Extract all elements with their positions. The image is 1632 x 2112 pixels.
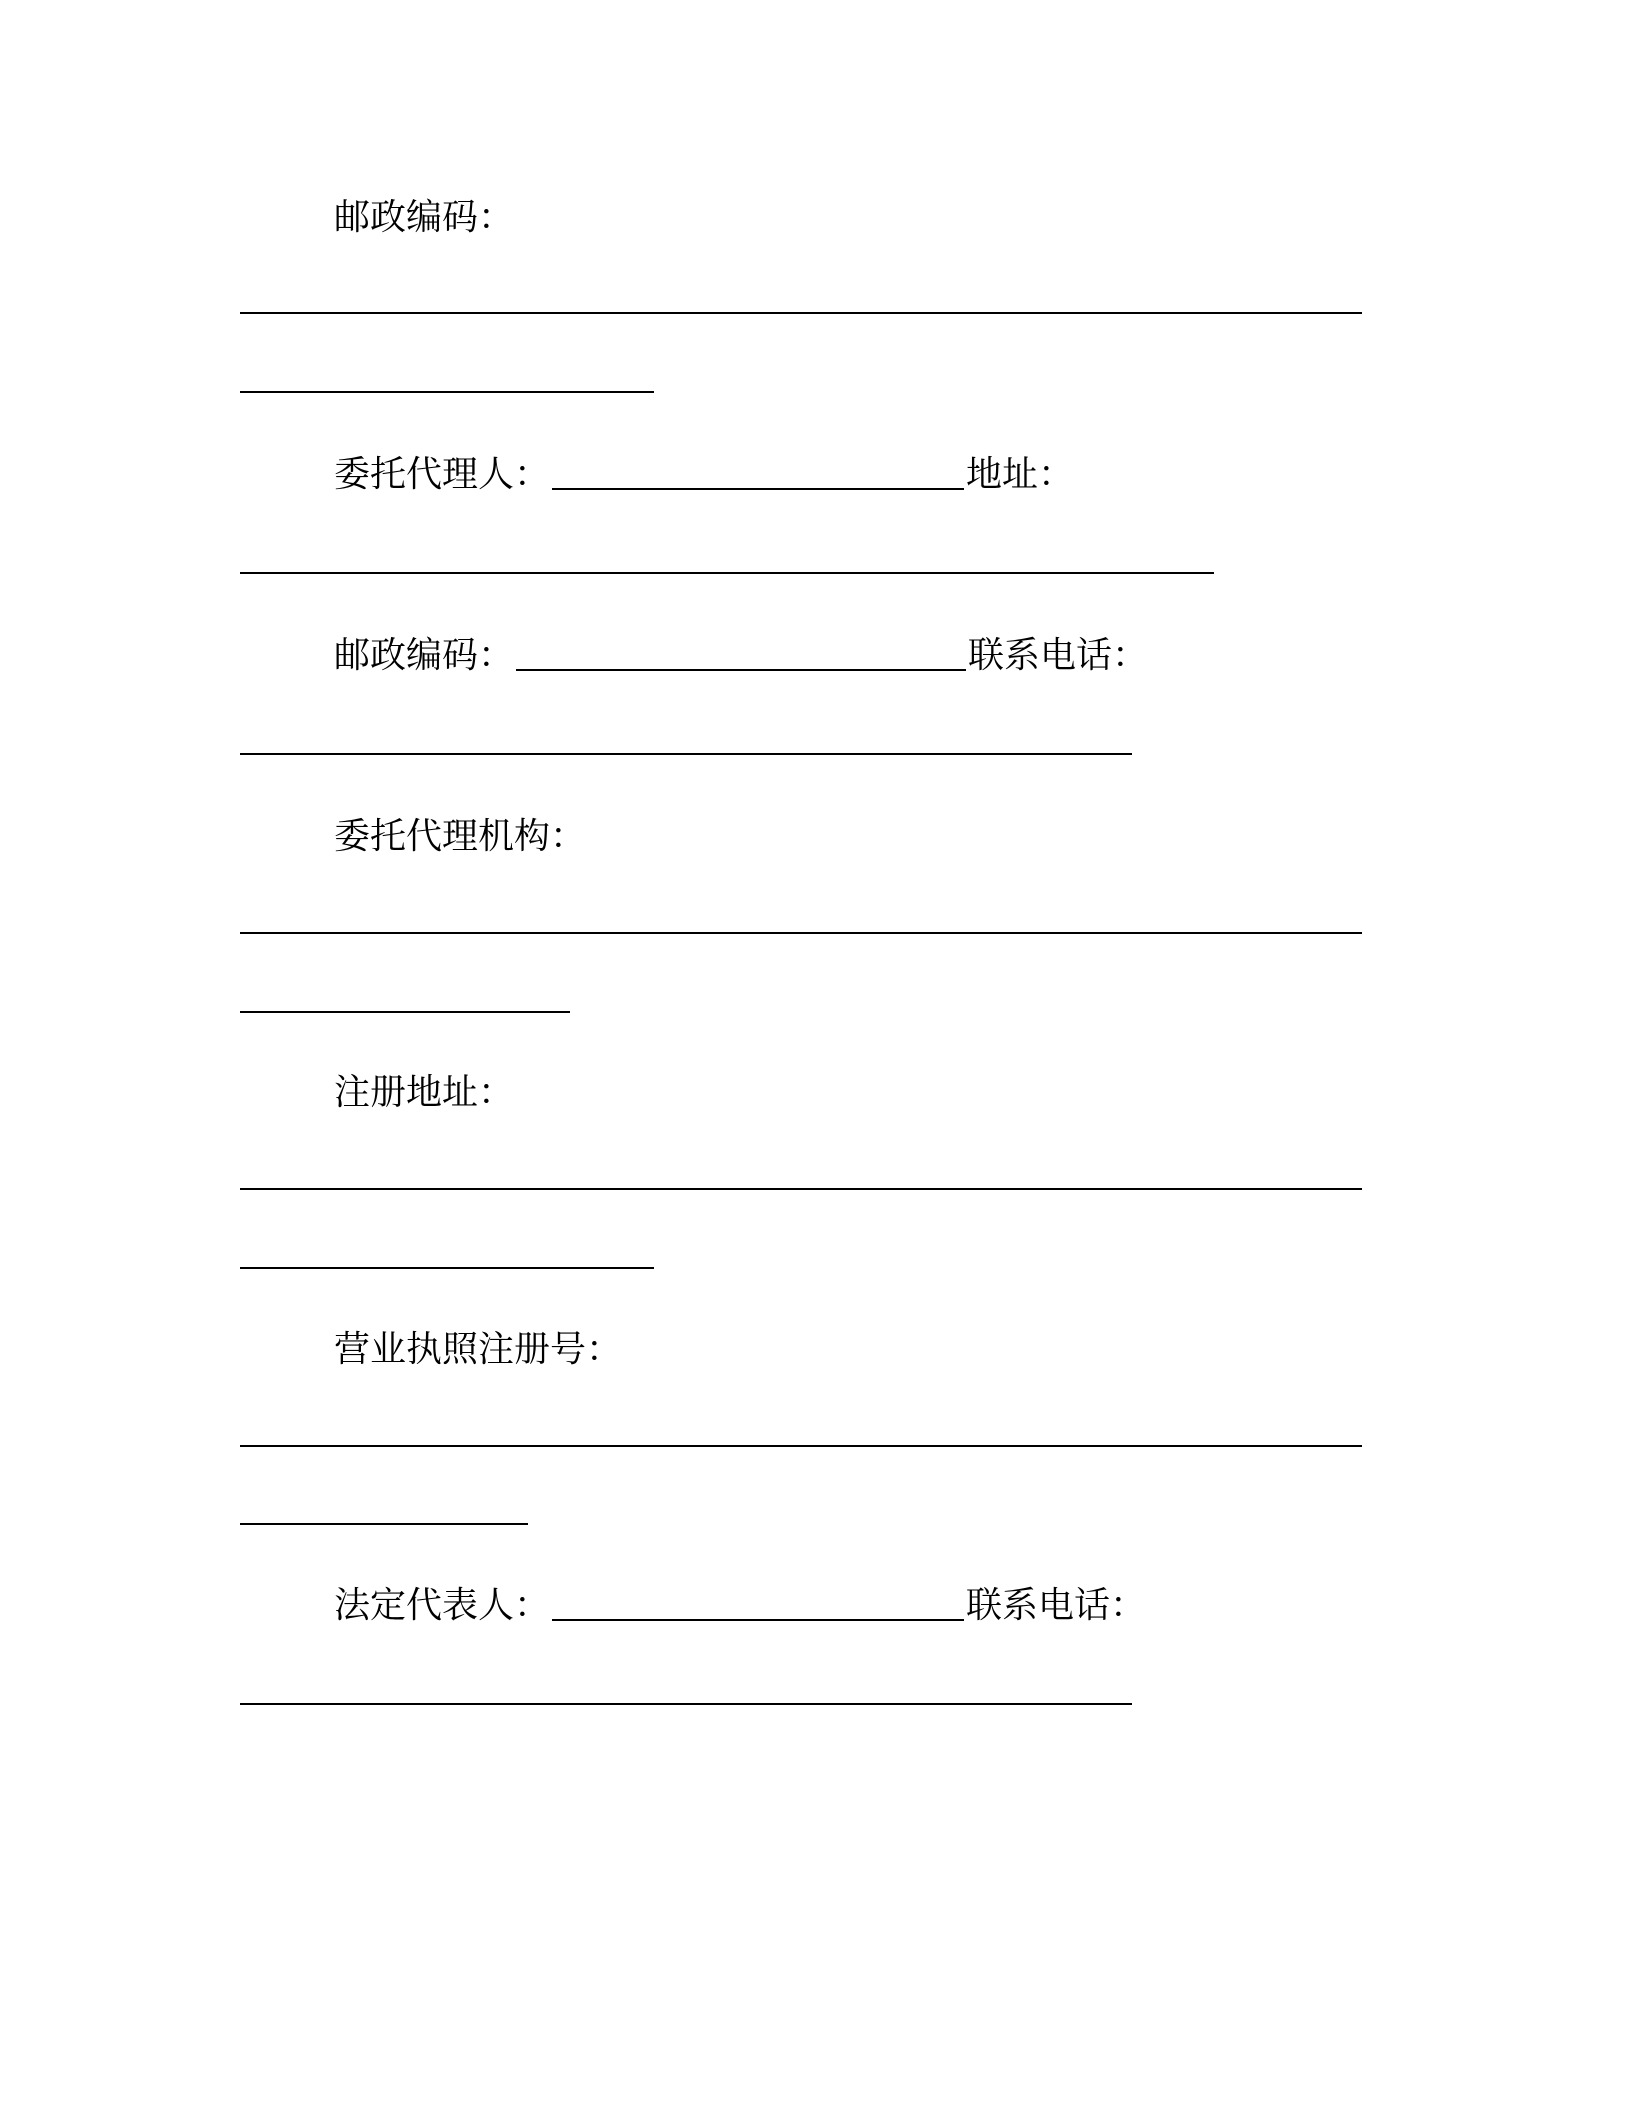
agent-row (334, 455, 1074, 495)
postal-code-blank-2[interactable] (516, 669, 966, 671)
registered-address-blank-line-2[interactable] (240, 1267, 654, 1269)
registered-address-blank-line-1[interactable] (240, 1188, 1362, 1190)
agent-name-blank[interactable] (552, 488, 964, 490)
postal-code-blank-line-2[interactable] (240, 391, 654, 393)
agent-address-label: 地址： (966, 454, 1075, 495)
registered-address-label: 注册地址： (334, 1072, 515, 1113)
legal-rep-label: 法定代表人： (334, 1585, 551, 1626)
agency-blank-line-1[interactable] (240, 932, 1362, 934)
license-no-blank-line-1[interactable] (240, 1445, 1362, 1447)
phone-label-1: 联系电话： (968, 635, 1149, 676)
phone-blank-line-1[interactable] (240, 753, 1132, 755)
legal-rep-row (334, 1586, 1146, 1626)
agency-blank-line-2[interactable] (240, 1011, 570, 1013)
postal-phone-row (334, 636, 1148, 676)
phone-blank-line-2[interactable] (240, 1703, 1132, 1705)
agency-label: 委托代理机构： (334, 816, 587, 857)
agent-address-blank-line[interactable] (240, 572, 1214, 574)
license-no-label: 营业执照注册号： (334, 1329, 623, 1370)
legal-rep-name-blank[interactable] (552, 1619, 964, 1621)
agent-label: 委托代理人： (334, 454, 551, 495)
postal-code-label: 邮政编码： (334, 197, 515, 238)
phone-label-2: 联系电话： (966, 1585, 1147, 1626)
license-no-blank-line-2[interactable] (240, 1523, 528, 1525)
postal-code-blank-line-1[interactable] (240, 312, 1362, 314)
postal-code-label-2: 邮政编码： (334, 635, 515, 676)
